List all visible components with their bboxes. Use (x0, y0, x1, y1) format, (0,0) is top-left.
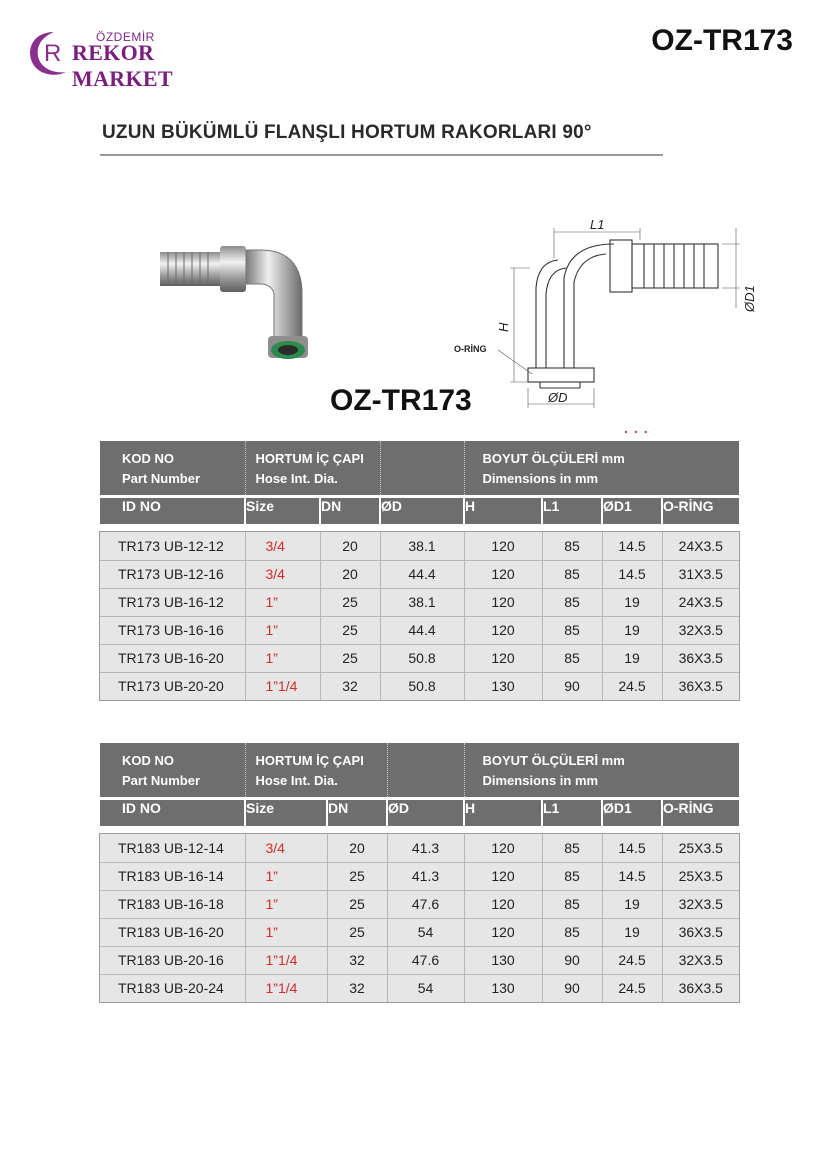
label-l1: L1 (590, 217, 605, 232)
header-hortum: HORTUM İÇ ÇAPI Hose Int. Dia. (245, 441, 380, 495)
col-od1: ØD1 (602, 498, 662, 524)
cell-id-no: TR183 UB-20-24 (100, 974, 245, 1002)
col-dn: DN (327, 800, 387, 826)
company-logo (24, 26, 254, 91)
table-row (100, 616, 739, 644)
cell-h: 120 (464, 834, 542, 862)
cell-dn: 25 (327, 918, 387, 946)
col-oring: O-RİNG (662, 800, 739, 826)
cell-l1: 90 (542, 974, 602, 1002)
cell-oring: 24X3.5 (662, 588, 739, 616)
cell-od: 44.4 (380, 560, 464, 588)
cell-h: 120 (464, 588, 542, 616)
cell-l1: 85 (542, 616, 602, 644)
cell-oring: 32X3.5 (662, 890, 739, 918)
col-oring: O-RİNG (662, 498, 739, 524)
cell-size: 1” (245, 918, 327, 946)
cell-id-no: TR183 UB-12-14 (100, 834, 245, 862)
cell-size: 1” (245, 890, 327, 918)
label-od: ØD (548, 390, 568, 405)
logo-brand-text: REKOR MARKET (72, 40, 173, 91)
cell-l1: 85 (542, 644, 602, 672)
cell-dn: 25 (327, 890, 387, 918)
cell-oring: 31X3.5 (662, 560, 739, 588)
cell-od: 50.8 (380, 644, 464, 672)
cell-size: 3/4 (245, 532, 320, 560)
cell-oring: 36X3.5 (662, 644, 739, 672)
col-od: ØD (380, 498, 464, 524)
col-od1: ØD1 (602, 800, 662, 826)
cell-dn: 32 (327, 946, 387, 974)
title-underline (100, 154, 663, 156)
table-row (100, 946, 739, 974)
cell-l1: 85 (542, 890, 602, 918)
label-h: H (496, 322, 511, 332)
cell-oring: 32X3.5 (662, 616, 739, 644)
cell-id-no: TR183 UB-16-14 (100, 862, 245, 890)
cell-od1: 19 (602, 644, 662, 672)
cell-oring: 25X3.5 (662, 834, 739, 862)
cell-dn: 25 (320, 588, 380, 616)
cell-h: 120 (464, 616, 542, 644)
cell-od1: 24.5 (602, 974, 662, 1002)
cell-l1: 90 (542, 946, 602, 974)
cell-h: 130 (464, 672, 542, 700)
cell-od1: 19 (602, 588, 662, 616)
logo-r-mark-icon (24, 28, 72, 78)
product-code-label: OZ-TR173 (330, 384, 472, 417)
cell-size: 1”1/4 (245, 946, 327, 974)
cell-od: 50.8 (380, 672, 464, 700)
decorative-dots: ... (624, 420, 654, 436)
cell-dn: 32 (320, 672, 380, 700)
table-row (100, 974, 739, 1002)
cell-size: 1” (245, 588, 320, 616)
cell-od: 44.4 (380, 616, 464, 644)
cell-od: 41.3 (387, 834, 464, 862)
cell-l1: 90 (542, 672, 602, 700)
col-h: H (464, 498, 542, 524)
cell-id-no: TR183 UB-20-16 (100, 946, 245, 974)
cell-dn: 25 (320, 644, 380, 672)
cell-od1: 19 (602, 616, 662, 644)
cell-od: 38.1 (380, 588, 464, 616)
cell-od1: 14.5 (602, 834, 662, 862)
cell-id-no: TR183 UB-16-20 (100, 918, 245, 946)
cell-h: 120 (464, 890, 542, 918)
col-dn: DN (320, 498, 380, 524)
cell-od1: 19 (602, 890, 662, 918)
cell-od: 47.6 (387, 890, 464, 918)
table-row (100, 834, 739, 862)
cell-size: 3/4 (245, 834, 327, 862)
cell-size: 1” (245, 862, 327, 890)
cell-dn: 20 (320, 532, 380, 560)
cell-oring: 36X3.5 (662, 672, 739, 700)
cell-id-no: TR173 UB-16-20 (100, 644, 245, 672)
col-id-no: ID NO (100, 498, 245, 524)
col-size: Size (245, 498, 320, 524)
col-l1: L1 (542, 498, 602, 524)
cell-l1: 85 (542, 918, 602, 946)
label-oring: O-RİNG (454, 344, 487, 354)
cell-size: 1”1/4 (245, 672, 320, 700)
cell-l1: 85 (542, 862, 602, 890)
cell-size: 1”1/4 (245, 974, 327, 1002)
cell-id-no: TR183 UB-16-18 (100, 890, 245, 918)
cell-h: 120 (464, 532, 542, 560)
col-h: H (464, 800, 542, 826)
logo-small-text: ÖZDEMİR (96, 30, 155, 44)
cell-id-no: TR173 UB-12-16 (100, 560, 245, 588)
cell-id-no: TR173 UB-16-16 (100, 616, 245, 644)
cell-h: 120 (464, 560, 542, 588)
cell-l1: 85 (542, 560, 602, 588)
page-title: UZUN BÜKÜMLÜ FLANŞLI HORTUM RAKORLARI 90° (102, 122, 592, 143)
header-product-code: OZ-TR173 (651, 24, 793, 57)
cell-od1: 24.5 (602, 946, 662, 974)
table-row (100, 644, 739, 672)
cell-dn: 20 (327, 834, 387, 862)
cell-od1: 14.5 (602, 532, 662, 560)
cell-od1: 14.5 (602, 560, 662, 588)
cell-id-no: TR173 UB-16-12 (100, 588, 245, 616)
header-kod-no: KOD NO Part Number (100, 743, 245, 797)
table-row (100, 890, 739, 918)
cell-h: 130 (464, 974, 542, 1002)
cell-l1: 85 (542, 834, 602, 862)
fitting-photo (150, 232, 350, 372)
header-boyut: BOYUT ÖLÇÜLERİ mm Dimensions in mm (464, 743, 739, 797)
cell-od: 47.6 (387, 946, 464, 974)
cell-oring: 36X3.5 (662, 974, 739, 1002)
cell-oring: 36X3.5 (662, 918, 739, 946)
col-od: ØD (387, 800, 464, 826)
cell-od1: 14.5 (602, 862, 662, 890)
spec-table-tr173 (100, 441, 739, 701)
header-empty (380, 441, 464, 495)
cell-h: 120 (464, 644, 542, 672)
header-boyut: BOYUT ÖLÇÜLERİ mm Dimensions in mm (464, 441, 739, 495)
table-row (100, 588, 739, 616)
cell-h: 120 (464, 862, 542, 890)
label-od1: ØD1 (742, 285, 757, 312)
cell-size: 3/4 (245, 560, 320, 588)
cell-od: 54 (387, 918, 464, 946)
cell-id-no: TR173 UB-12-12 (100, 532, 245, 560)
cell-od: 54 (387, 974, 464, 1002)
technical-drawing (440, 208, 760, 423)
cell-od: 38.1 (380, 532, 464, 560)
table-row (100, 672, 739, 700)
header-empty (387, 743, 464, 797)
cell-size: 1” (245, 644, 320, 672)
col-l1: L1 (542, 800, 602, 826)
table-row (100, 560, 739, 588)
cell-oring: 25X3.5 (662, 862, 739, 890)
svg-text:R: R (44, 40, 62, 67)
header-hortum: HORTUM İÇ ÇAPI Hose Int. Dia. (245, 743, 387, 797)
cell-dn: 32 (327, 974, 387, 1002)
cell-od1: 19 (602, 918, 662, 946)
cell-h: 130 (464, 946, 542, 974)
cell-id-no: TR173 UB-20-20 (100, 672, 245, 700)
cell-od: 41.3 (387, 862, 464, 890)
cell-size: 1” (245, 616, 320, 644)
cell-l1: 85 (542, 532, 602, 560)
table-row (100, 862, 739, 890)
cell-oring: 24X3.5 (662, 532, 739, 560)
header-kod-no: KOD NO Part Number (100, 441, 245, 495)
col-size: Size (245, 800, 327, 826)
cell-l1: 85 (542, 588, 602, 616)
cell-h: 120 (464, 918, 542, 946)
cell-dn: 25 (327, 862, 387, 890)
col-id-no: ID NO (100, 800, 245, 826)
cell-oring: 32X3.5 (662, 946, 739, 974)
spec-table-tr183 (100, 743, 739, 1003)
cell-dn: 20 (320, 560, 380, 588)
table-row (100, 918, 739, 946)
cell-dn: 25 (320, 616, 380, 644)
cell-od1: 24.5 (602, 672, 662, 700)
table-row (100, 532, 739, 560)
